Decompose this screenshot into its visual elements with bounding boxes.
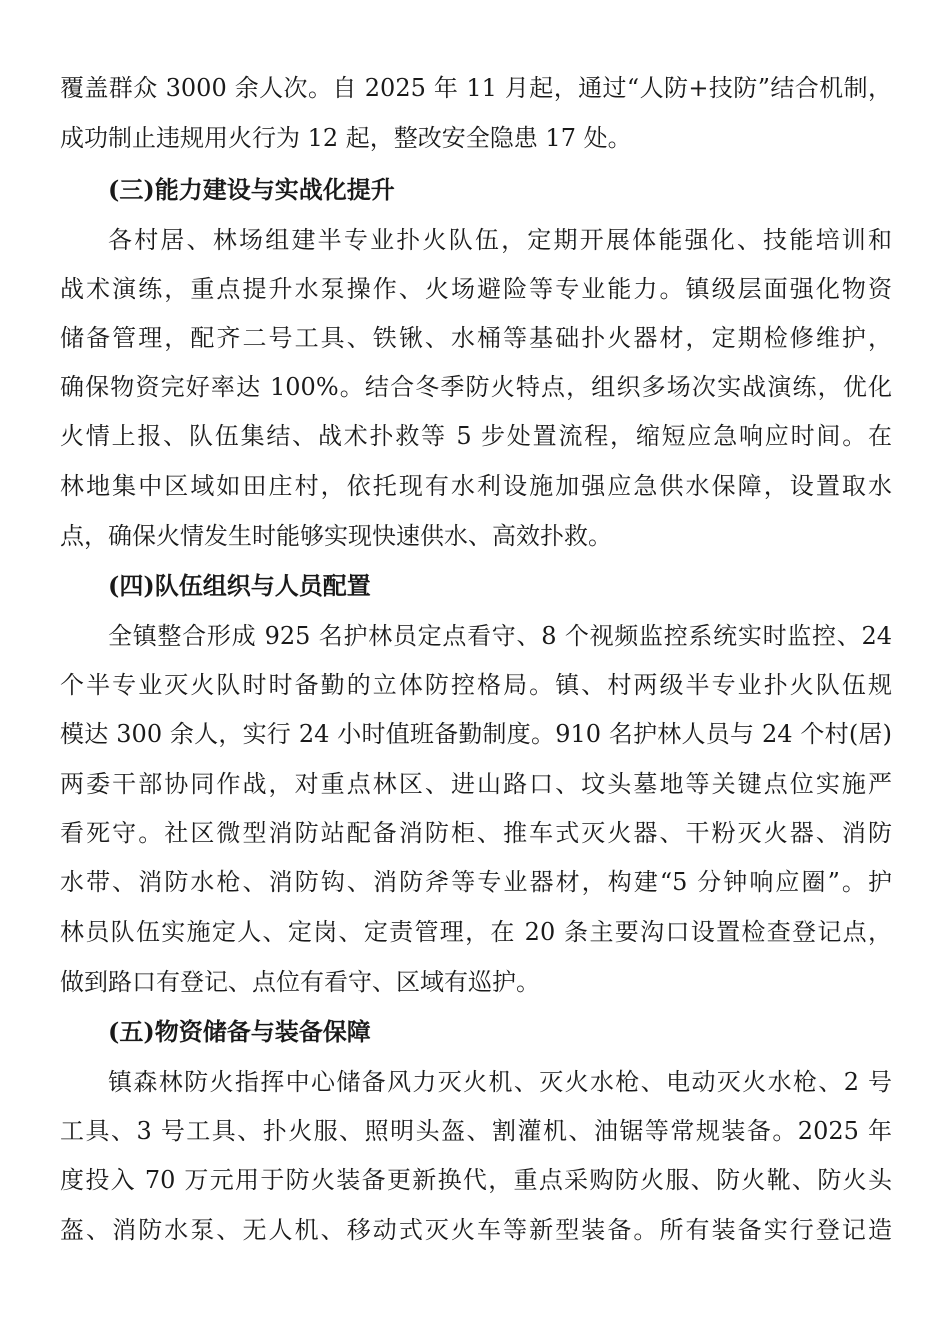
section-heading: (三)能力建设与实战化提升 [108, 175, 395, 204]
paragraph-line: 个半专业灭火队时时备勤的立体防控格局。镇、村两级半专业扑火队伍规 [60, 671, 892, 699]
section-heading: (四)队伍组织与人员配置 [108, 571, 371, 600]
paragraph-line: 林地集中区域如田庄村，依托现有水利设施加强应急供水保障，设置取水 [60, 472, 892, 500]
paragraph-line: 储备管理，配齐二号工具、铁锹、水桶等基础扑火器材，定期检修维护， [60, 324, 892, 352]
paragraph-line: 确保物资完好率达 100%。结合冬季防火特点，组织多场次实战演练，优化 [60, 373, 892, 401]
paragraph-line: 工具、3 号工具、扑火服、照明头盔、割灌机、油锯等常规装备。2025 年 [60, 1117, 892, 1145]
paragraph-line: 镇森林防火指挥中心储备风力灭火机、灭火水枪、电动灭火水枪、2 号 [108, 1068, 892, 1096]
paragraph-line: 战术演练，重点提升水泵操作、火场避险等专业能力。镇级层面强化物资 [60, 275, 892, 303]
paragraph-line: 覆盖群众 3000 余人次。自 2025 年 11 月起，通过“人防+技防”结合机制， [60, 74, 892, 102]
paragraph-line: 全镇整合形成 925 名护林员定点看守、8 个视频监控系统实时监控、24 [108, 622, 892, 650]
section-heading: (五)物资储备与装备保障 [108, 1017, 371, 1046]
paragraph-line: 度投入 70 万元用于防火装备更新换代，重点采购防火服、防火靴、防火头 [60, 1166, 892, 1194]
paragraph-line: 模达 300 余人，实行 24 小时值班备勤制度。910 名护林人员与 24 个村(居) [60, 720, 892, 748]
paragraph-line: 林员队伍实施定人、定岗、定责管理，在 20 条主要沟口设置检查登记点， [60, 918, 892, 946]
paragraph-line: 火情上报、队伍集结、战术扑救等 5 步处置流程，缩短应急响应时间。在 [60, 422, 892, 450]
paragraph-line: 水带、消防水枪、消防钩、消防斧等专业器材，构建“5 分钟响应圈”。护 [60, 868, 892, 896]
paragraph-line: 成功制止违规用火行为 12 起，整改安全隐患 17 处。 [60, 124, 632, 152]
paragraph-line: 点，确保火情发生时能够实现快速供水、高效扑救。 [60, 522, 612, 550]
paragraph-line: 两委干部协同作战，对重点林区、进山路口、坟头墓地等关键点位实施严 [60, 770, 892, 798]
paragraph-line: 各村居、林场组建半专业扑火队伍，定期开展体能强化、技能培训和 [108, 226, 892, 254]
paragraph-line: 盔、消防水泵、无人机、移动式灭火车等新型装备。所有装备实行登记造 [60, 1216, 892, 1244]
paragraph-line: 看死守。社区微型消防站配备消防柜、推车式灭火器、干粉灭火器、消防 [60, 819, 892, 847]
paragraph-line: 做到路口有登记、点位有看守、区域有巡护。 [60, 968, 540, 996]
